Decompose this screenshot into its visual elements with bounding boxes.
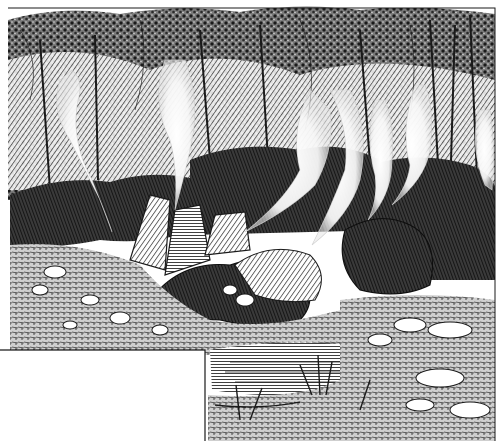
blank-corner [0,350,205,441]
